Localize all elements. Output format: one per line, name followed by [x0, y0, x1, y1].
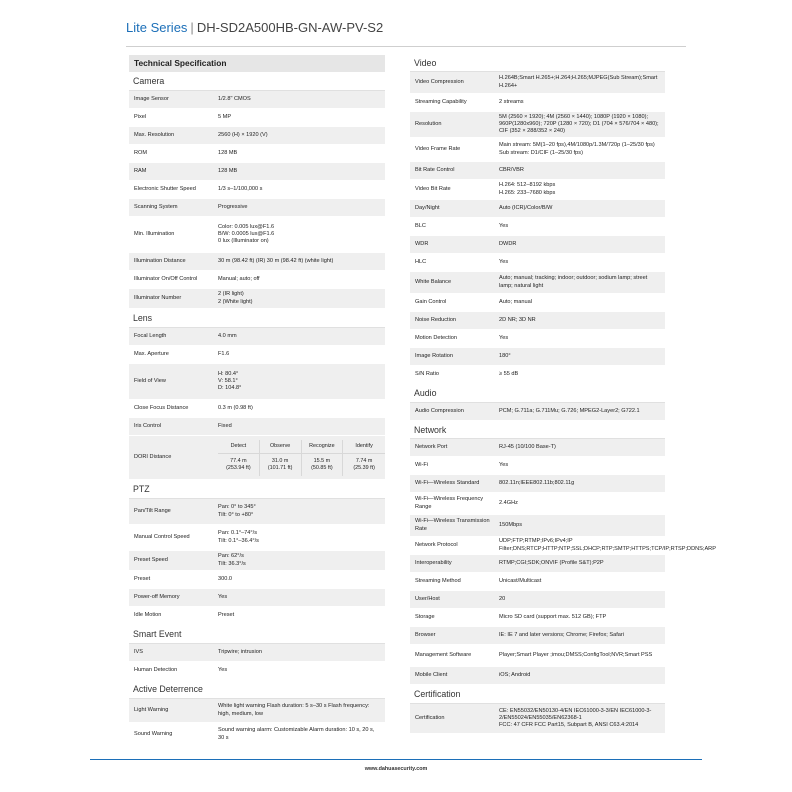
spec-value: Pan: 0.1°–74°/s Tilt: 0.1°–36.4°/s	[218, 530, 259, 544]
section-title: Video	[410, 55, 665, 72]
section-network	[410, 421, 716, 685]
spec-value: Pan: 62°/s Tilt: 36.3°/s	[218, 553, 246, 567]
section-active-deterrence	[129, 680, 385, 747]
spec-value: 4.0 mm	[218, 332, 237, 339]
spec-value: Yes	[218, 666, 228, 673]
dori-distance-label: DORI Distance	[134, 453, 172, 460]
spec-row	[410, 272, 665, 294]
spec-label: Wi-Fi—Wireless Standard	[415, 479, 480, 486]
section-title: PTZ	[129, 480, 385, 499]
dori-header-identify: Identify	[343, 440, 385, 454]
spec-row	[129, 181, 385, 199]
spec-row	[129, 418, 385, 436]
spec-value: 1/3 s–1/100,000 s	[218, 185, 263, 192]
spec-row	[410, 162, 665, 180]
spec-row	[129, 571, 385, 589]
spec-label: ROM	[134, 149, 148, 156]
spec-row	[410, 645, 665, 667]
spec-label: Min. Illumination	[134, 230, 175, 237]
model-number: DH-SD2A500HB-GN-AW-PV-S2	[196, 20, 384, 35]
section-video	[410, 55, 665, 384]
spec-row	[410, 457, 665, 475]
section-title: Camera	[129, 72, 385, 91]
spec-row	[410, 475, 665, 493]
spec-label: IVS	[134, 648, 144, 655]
spec-label: Network Protocol	[415, 541, 458, 548]
spec-value: 5 MP	[218, 113, 232, 120]
spec-label: Preset Speed	[134, 556, 168, 563]
spec-value: 802.11n;IEEE802.11b;802.11g	[499, 479, 575, 486]
section-title: Smart Event	[129, 625, 385, 644]
section-title: Active Deterrence	[129, 680, 385, 699]
spec-row	[129, 662, 385, 680]
spec-value: CBR/VBR	[499, 166, 524, 173]
spec-value: 300.0	[218, 575, 232, 582]
spec-row	[410, 591, 665, 609]
spec-label: Light Warning	[134, 706, 169, 713]
spec-value: Auto; manual; tracking; indoor; outdoor; sodium lamp; street lamp; natural light	[499, 275, 648, 289]
spec-label: Pixel	[134, 113, 147, 120]
spec-label: Close Focus Distance	[134, 404, 189, 411]
spec-value: CE: EN55032/EN50130-4/EN IEC61000-3-3/EN IEC61000-3-2/EN55024/EN55035/EN62368-1 FCC: 47 CFR FCC Part15, Subpart B, ANSI C63.4:2014	[499, 707, 652, 729]
spec-row	[410, 627, 665, 645]
spec-value: 2 streams	[499, 98, 524, 105]
spec-row	[129, 551, 385, 571]
section-certification	[410, 685, 665, 734]
spec-row	[410, 348, 665, 366]
spec-row	[410, 294, 665, 312]
spec-row	[129, 364, 385, 400]
spec-value: 5M (2560 × 1920); 4M (2560 × 1440); 1080P (1920 × 1080); 960P(1280x960); 720P (1280 × 720); D1 (704 × 576/704 × 480); CIF (352 × 288/352 × 240)	[499, 113, 659, 135]
spec-value: F1.6	[218, 350, 230, 357]
spec-value: DWDR	[499, 240, 517, 247]
spec-value: White light warning Flash duration: 5 s–30 s Flash frequency: high, medium, low	[218, 703, 370, 717]
spec-row	[129, 217, 385, 253]
spec-label: Management Software	[415, 651, 472, 658]
spec-title: Technical Specification	[129, 55, 385, 72]
series-name: Lite Series	[126, 20, 188, 35]
spec-value: UDP;FTP;RTMP;IPv6;IPv4;IP Filter;DNS;RTCP;HTTP;NTP;SSL;DHCP;RTP;SMTP;HTTPS;TCP/IP;RTSP;DDNS;ARP	[499, 538, 716, 552]
section-smart-event	[129, 625, 385, 680]
spec-label: Image Sensor	[134, 95, 169, 102]
spec-row	[410, 667, 665, 685]
section-title: Audio	[410, 384, 665, 403]
spec-row	[410, 555, 665, 573]
spec-label: Electronic Shutter Speed	[134, 185, 196, 192]
footer-url: www.dahuasecurity.com	[364, 766, 428, 772]
spec-label: User/Host	[415, 595, 440, 602]
spec-label: Sound Warning	[134, 730, 173, 737]
spec-value: RJ-45 (10/100 Base-T)	[499, 443, 556, 450]
spec-label: S/N Ratio	[415, 370, 439, 377]
section-camera	[129, 72, 385, 309]
spec-label: Human Detection	[134, 666, 178, 673]
spec-row	[129, 644, 385, 662]
spec-label: Network Port	[415, 443, 448, 450]
spec-label: Manual Control Speed	[134, 533, 190, 540]
spec-row	[410, 493, 665, 515]
dori-value-detect: 77.4 m (253.94 ft)	[218, 454, 260, 476]
dori-value-identify: 7.74 m (25.39 ft)	[353, 457, 375, 471]
spec-label: Illuminator On/Off Control	[134, 275, 198, 282]
spec-row	[410, 94, 665, 112]
spec-row	[129, 109, 385, 127]
spec-value: Yes	[499, 334, 509, 341]
dori-header-observe: Observe	[260, 440, 302, 454]
spec-row	[410, 200, 665, 218]
spec-label: Video Bit Rate	[415, 185, 451, 192]
spec-label: HLC	[415, 258, 427, 265]
spec-value: Auto (ICR)/Color/B/W	[499, 204, 553, 211]
spec-row	[410, 537, 716, 555]
spec-row	[129, 607, 385, 625]
spec-label: Preset	[134, 575, 151, 582]
spec-row	[129, 91, 385, 109]
spec-label: Bit Rate Control	[415, 166, 455, 173]
spec-value: Micro SD card (support max. 512 GB); FTP	[499, 613, 607, 620]
spec-value: Pan: 0° to 345° Tilt: 0° to +80°	[218, 504, 256, 518]
spec-value: Fixed	[218, 422, 232, 429]
spec-label: White Balance	[415, 278, 452, 285]
spec-row	[129, 400, 385, 418]
spec-row	[129, 253, 385, 271]
section-title: Certification	[410, 685, 665, 704]
spec-label: Scanning System	[134, 203, 178, 210]
spec-value: 20	[499, 595, 506, 602]
spec-value: Progressive	[218, 203, 248, 210]
spec-value: 2D NR; 3D NR	[499, 316, 536, 323]
spec-label: Illumination Distance	[134, 257, 186, 264]
spec-label: WDR	[415, 240, 429, 247]
spec-label: Wi-Fi—Wireless Frequency Range	[415, 496, 484, 510]
spec-row	[410, 254, 665, 272]
spec-row	[129, 145, 385, 163]
spec-label: Video Frame Rate	[415, 145, 461, 152]
spec-row	[410, 138, 665, 162]
left-column	[129, 55, 385, 747]
spec-row	[410, 704, 665, 734]
spec-row	[129, 289, 385, 309]
spec-value: 180°	[499, 352, 511, 359]
spec-value: Yes	[499, 222, 509, 229]
spec-row	[129, 525, 385, 551]
spec-value: Yes	[499, 461, 509, 468]
spec-row	[129, 589, 385, 607]
spec-label: Day/Night	[415, 204, 440, 211]
spec-row	[410, 609, 665, 627]
spec-label: Streaming Method	[415, 577, 461, 584]
spec-value: PCM; G.711a; G.711Mu; G.726; MPEG2-Layer2; G722.1	[499, 407, 640, 414]
header-separator: |	[190, 20, 194, 35]
spec-value: IE: IE 7 and later versions; Chrome; Firefox; Safari	[499, 631, 624, 638]
spec-label: Motion Detection	[415, 334, 457, 341]
spec-label: Video Compression	[415, 78, 464, 85]
dori-header-recognize: Recognize	[302, 440, 344, 454]
spec-label: Noise Reduction	[415, 316, 457, 323]
spec-value: Manual; auto; off	[218, 275, 260, 282]
spec-row	[129, 723, 385, 747]
spec-value: 1/2.8" CMOS	[218, 95, 251, 102]
section-title: Lens	[129, 309, 385, 328]
spec-row	[410, 403, 665, 421]
spec-label: Streaming Capability	[415, 98, 467, 105]
spec-row	[129, 271, 385, 289]
spec-label: BLC	[415, 222, 426, 229]
section-audio	[410, 384, 665, 421]
header-divider	[126, 46, 686, 47]
spec-value: Auto; manual	[499, 298, 532, 305]
spec-label: RAM	[134, 167, 147, 174]
page-header	[126, 20, 383, 40]
spec-row	[410, 218, 665, 236]
spec-value: Tripwire; intrusion	[218, 648, 262, 655]
spec-row	[129, 328, 385, 346]
spec-label: Focal Length	[134, 332, 167, 339]
spec-label: Interoperability	[415, 559, 452, 566]
spec-value: H.264B;Smart H.265+;H.264;H.265;MJPEG(Sub Stream);Smart H.264+	[499, 75, 658, 89]
spec-label: Wi-Fi	[415, 461, 429, 468]
spec-row	[410, 330, 665, 348]
spec-value: Yes	[499, 258, 509, 265]
dori-table	[218, 440, 385, 476]
spec-label: Storage	[415, 613, 435, 620]
spec-label: Illuminator Number	[134, 294, 182, 301]
spec-row	[410, 236, 665, 254]
right-column	[410, 55, 716, 734]
dori-header-detect: Detect	[218, 440, 260, 454]
spec-row	[410, 180, 665, 200]
spec-label: Max. Resolution	[134, 131, 175, 138]
spec-label: Browser	[415, 631, 436, 638]
spec-row	[129, 499, 385, 525]
spec-label: Max. Aperture	[134, 350, 169, 357]
spec-label: Resolution	[415, 120, 442, 127]
dori-value-recognize: 15.5 m (50.85 ft)	[302, 454, 344, 476]
spec-label: Power-off Memory	[134, 593, 180, 600]
spec-row	[129, 346, 385, 364]
spec-value: Sound warning alarm: Customizable Alarm duration: 10 s, 20 s, 30 s	[218, 727, 375, 741]
spec-label: Field of View	[134, 377, 166, 384]
spec-value: 128 MB	[218, 149, 238, 156]
spec-value: iOS; Android	[499, 671, 531, 678]
spec-row	[410, 112, 665, 138]
spec-value: ≥ 55 dB	[499, 370, 519, 377]
spec-value: 2560 (H) × 1920 (V)	[218, 131, 268, 138]
spec-value: 30 m (98.42 ft) (IR) 30 m (98.42 ft) (white light)	[218, 257, 334, 264]
spec-label: Image Rotation	[415, 352, 453, 359]
spec-row	[410, 312, 665, 330]
spec-value: 0.3 m (0.98 ft)	[218, 404, 253, 411]
spec-row	[129, 699, 385, 723]
spec-value: 2.4GHz	[499, 499, 518, 506]
spec-value: H.264: 512–8192 kbps H.265: 233–7680 kbps	[499, 182, 556, 196]
spec-row	[410, 366, 665, 384]
spec-value: 2 (IR light) 2 (White light)	[218, 291, 253, 305]
spec-label: Iris Control	[134, 422, 162, 429]
spec-label: Audio Compression	[415, 407, 464, 414]
footer-divider	[90, 759, 702, 760]
spec-label: Wi-Fi—Wireless Transmission Rate	[415, 518, 490, 532]
section-title: Network	[410, 421, 665, 439]
spec-value: 150Mbps	[499, 521, 523, 528]
section-lens	[129, 309, 385, 436]
spec-label: Mobile Client	[415, 671, 448, 678]
spec-value: Player;Smart Player ;imou;DMSS;ConfigTool;NVR;Smart PSS	[499, 651, 653, 658]
spec-value: Color: 0.005 lux@F1.6 B/W: 0.0005 lux@F1.6 0 lux (Illuminator on)	[218, 223, 275, 245]
spec-value: Unicast/Multicast	[499, 577, 542, 584]
spec-value: Preset	[218, 611, 235, 618]
spec-row	[129, 199, 385, 217]
spec-row	[129, 127, 385, 145]
spec-label: Pan/Tilt Range	[134, 507, 171, 514]
dori-value-observe: 31.0 m (101.71 ft)	[260, 454, 302, 476]
spec-value: Main stream: 5M(1–20 fps),4M/1080p/1.3M/720p (1–25/30 fps) Sub stream: D1/CIF (1–25/30 fps)	[499, 142, 655, 156]
spec-value: RTMP;CGI;SDK;ONVIF (Profile S&T);P2P	[499, 559, 604, 566]
spec-label: Certification	[415, 714, 445, 721]
spec-label: Idle Motion	[134, 611, 162, 618]
spec-row	[410, 573, 665, 591]
spec-row	[410, 72, 665, 94]
spec-value: Yes	[218, 593, 228, 600]
spec-value: 128 MB	[218, 167, 238, 174]
spec-row	[129, 163, 385, 181]
spec-row	[410, 439, 665, 457]
spec-label: Gain Control	[415, 298, 447, 305]
spec-value: H: 80.4° V: 58.1° D: 104.8°	[218, 370, 242, 392]
section-ptz	[129, 480, 385, 625]
spec-row	[410, 515, 665, 537]
dori-distance-row	[129, 436, 385, 480]
